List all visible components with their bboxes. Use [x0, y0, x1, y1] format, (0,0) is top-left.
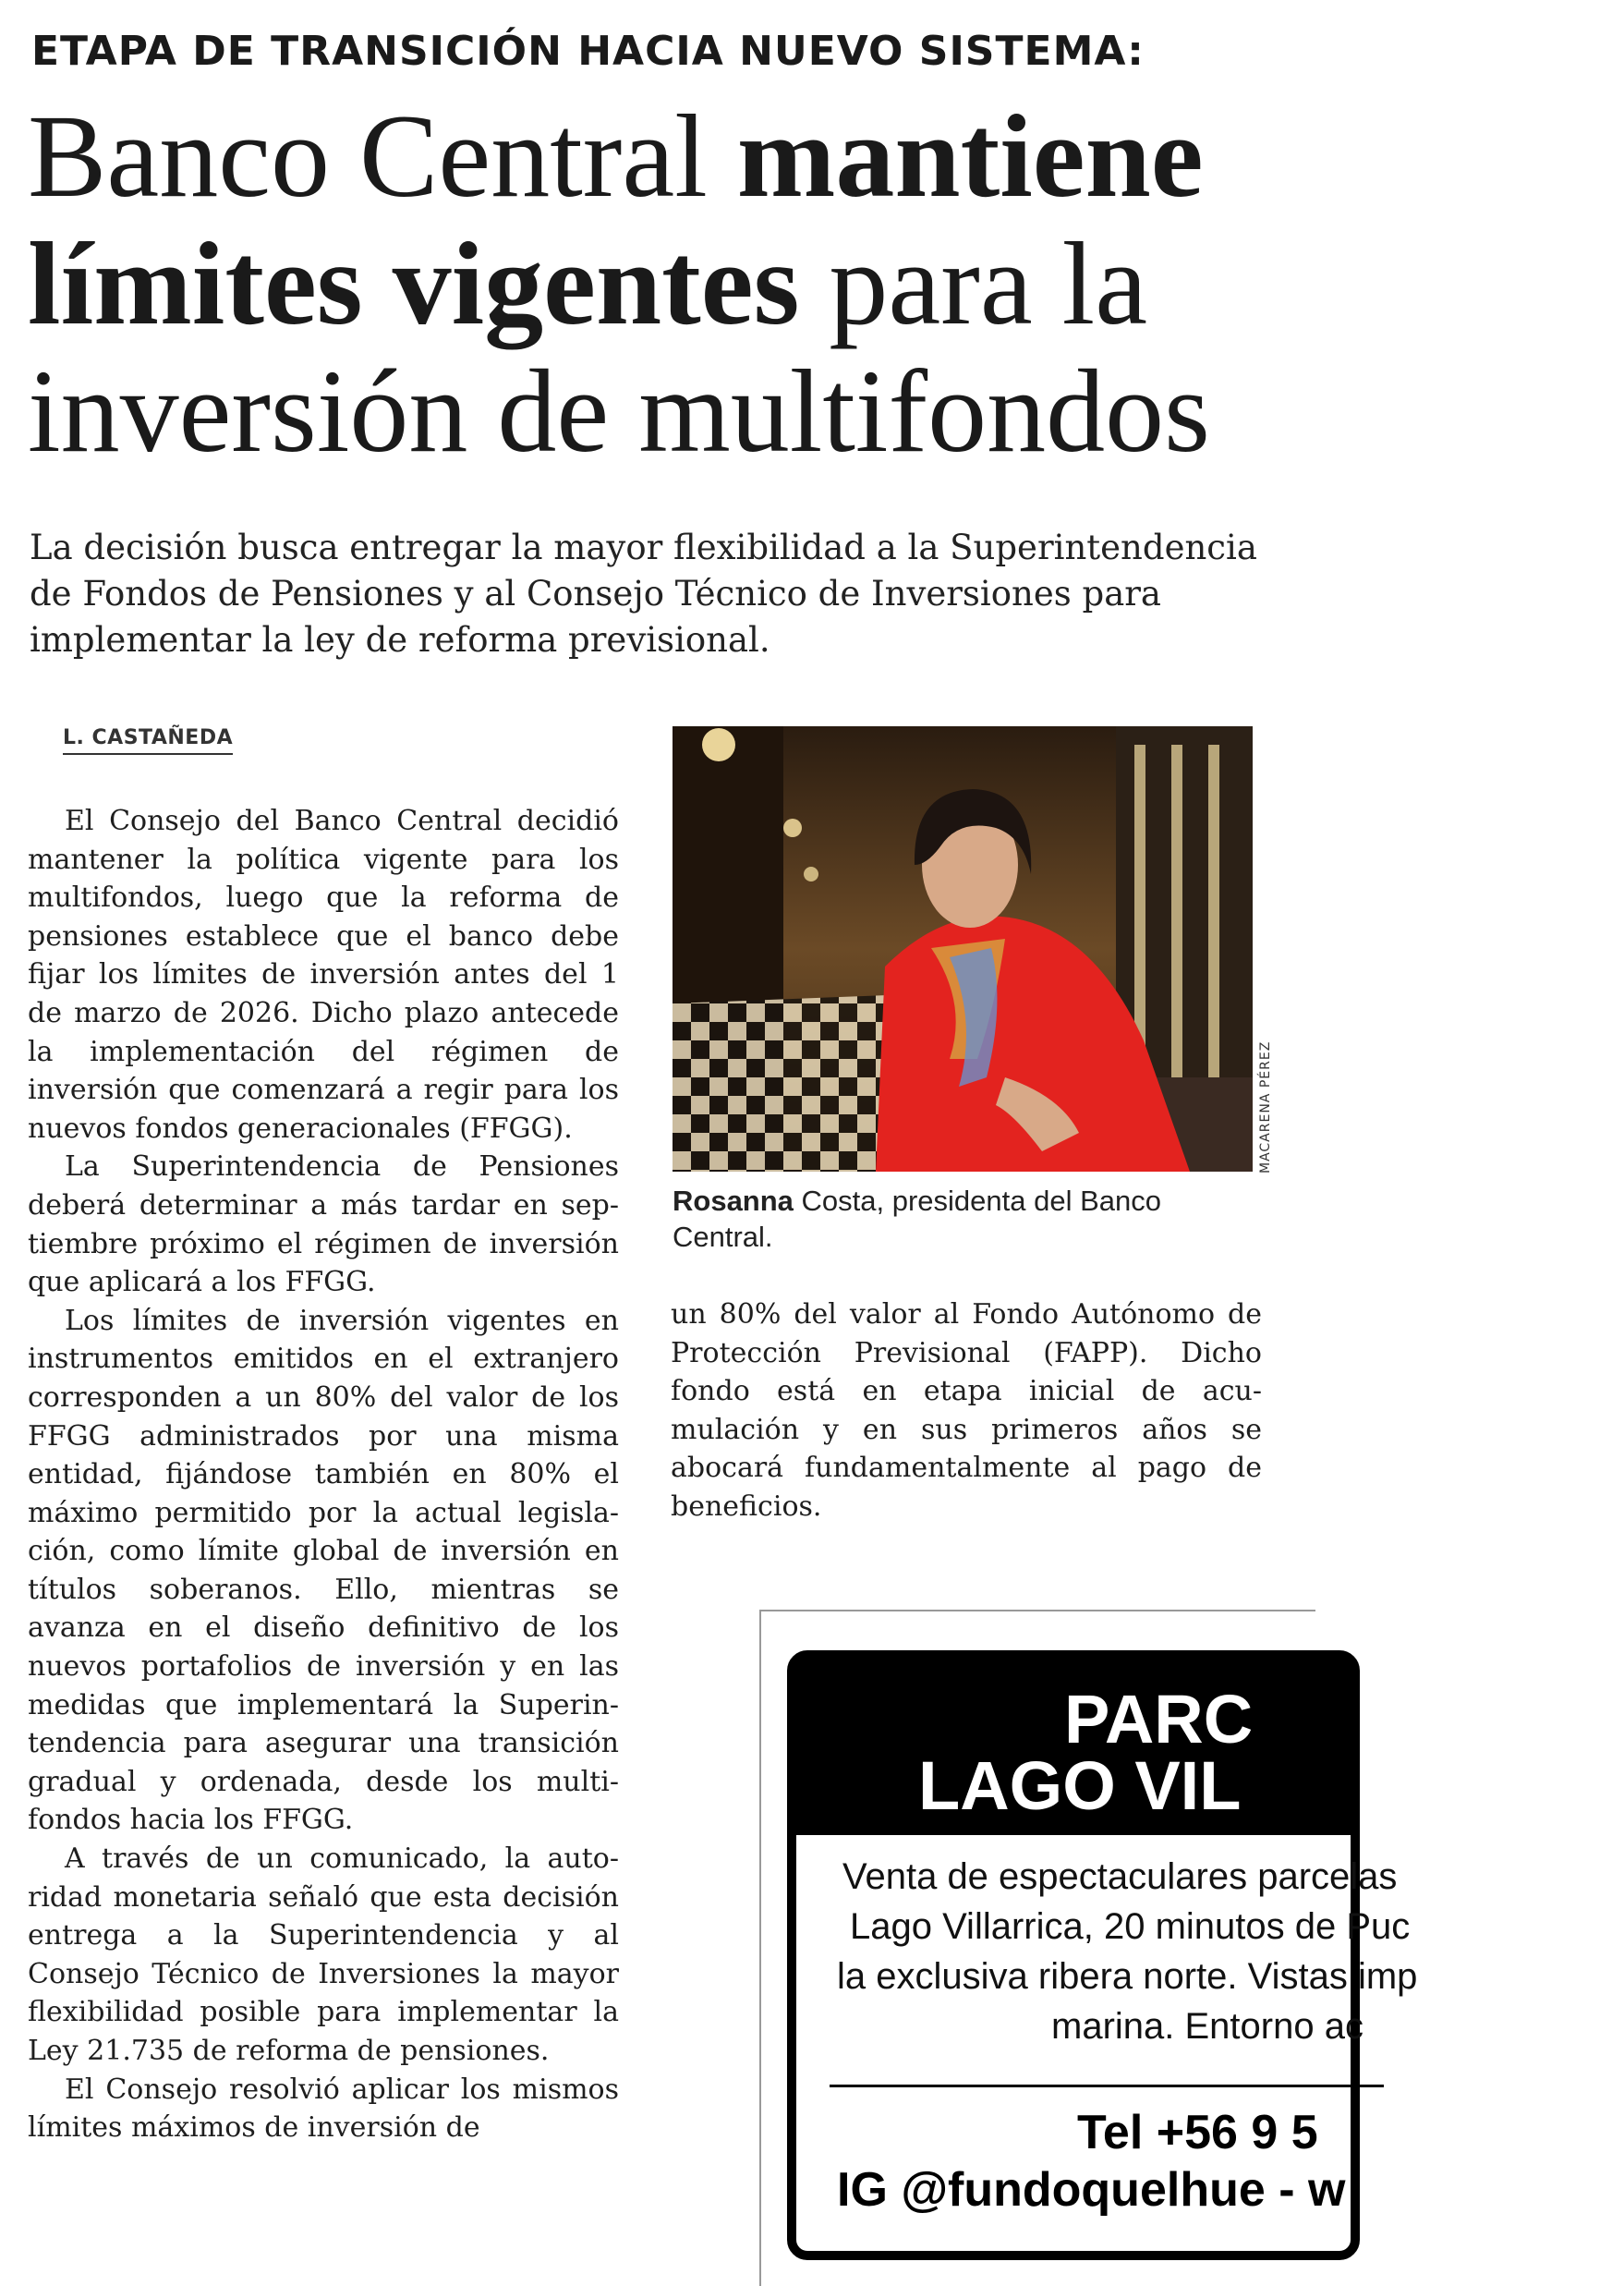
- ad-body-line: Venta de espectaculares parcelas: [842, 1856, 1398, 1897]
- ad-instagram: IG @fundoquelhue - w: [837, 2163, 1346, 2217]
- ad-body: [796, 1852, 1418, 2051]
- headline-part2: mantiene: [736, 91, 1204, 222]
- ad-title-line2: LAGO VIL: [918, 1747, 1242, 1824]
- ad-phone: Tel +56 9 5: [1077, 2106, 1318, 2159]
- body-paragraph: un 80% del valor al Fondo Autónomo de Protección Previsional (FAPP). Dicho fondo está en etapa inicial de acumulación y en sus primeros años se abocará fundamentalmente al pago de beneficios.: [671, 1298, 1262, 1523]
- ad-body-line: marina. Entorno ac: [1051, 2006, 1363, 2047]
- body-column-right: [671, 1295, 1262, 1526]
- photo-caption: [673, 1183, 1245, 1255]
- headline: [28, 92, 1303, 475]
- deck: La decisión busca entregar la mayor flexibilidad a la Superintendencia de Fondos de Pensiones y al Consejo Técnico de Inversiones para implementar la ley de reforma previsional.: [30, 528, 1257, 660]
- caption-text: Costa, presidenta del Banco Central.: [673, 1185, 1162, 1253]
- advertisement: [787, 1650, 1418, 2260]
- kicker: ETAPA DE TRANSICIÓN HACIA NUEVO SISTEMA:: [31, 28, 1145, 75]
- body-paragraph: Los límites de inversión vigentes en instrumentos emitidos en el extranjero corresponden a un 80% del valor de los FFGG administrados por una misma entidad, fijándose también en 80% el máximo permitido por la actual legislación, como límite global de inversión en títulos soberanos. Ello, mientras se avanza en el diseño definitivo de los nuevos portafolios de inversión y en las medidas que implementará la Superintendencia para asegurar una transición gradual y ordenada, desde los multifondos hacia los FFGG.: [28, 1304, 619, 1837]
- body-paragraph: La Superintendencia de Pensiones deberá determinar a más tardar en septiembre próximo el régimen de inversión que aplicará a los FFGG.: [28, 1150, 619, 1299]
- headline-part3: límites vigentes: [28, 218, 800, 349]
- byline: L. CASTAÑEDA: [63, 726, 233, 755]
- ad-title-line1: PARC: [1064, 1681, 1254, 1757]
- body-paragraph: El Consejo del Banco Central decidió mantener la política vigente para los multifondos, luego que la reforma de pensiones establece que el banco debe fijar los límites de inversión antes del 1 de marzo de 2026. Dicho plazo antecede la implementación del régimen de inversión que comenzará a regir para los nuevos fondos generacionales (FFGG).: [28, 805, 619, 1145]
- headline-part4: para la: [799, 218, 1147, 349]
- headline-part5: inversión de multifondos: [28, 346, 1210, 477]
- ad-body-line: la exclusiva ribera norte. Vistas imp: [837, 1956, 1418, 1997]
- body-paragraph: A través de un comunicado, la autoridad monetaria señaló que esta decisión entrega a la Superintendencia y al Consejo Técnico de Inversiones la mayor flexibilidad posible para implementar la Ley 21.735 de reforma de pensiones.: [28, 1842, 619, 2067]
- ad-divider: [830, 2085, 1384, 2087]
- caption-name: Rosanna: [673, 1185, 794, 1217]
- body-column-left: [28, 802, 619, 2147]
- portrait-illustration: [673, 726, 1253, 1172]
- photo-credit: MACARENA PÉREZ: [1258, 1040, 1273, 1173]
- headline-part1: Banco Central: [28, 91, 737, 222]
- body-paragraph: El Consejo resolvió aplicar los mismos límites máximos de inversión de: [28, 2073, 619, 2145]
- ad-body-line: Lago Villarrica, 20 minutos de Puc: [850, 1906, 1411, 1947]
- portrait-photo: [673, 726, 1253, 1172]
